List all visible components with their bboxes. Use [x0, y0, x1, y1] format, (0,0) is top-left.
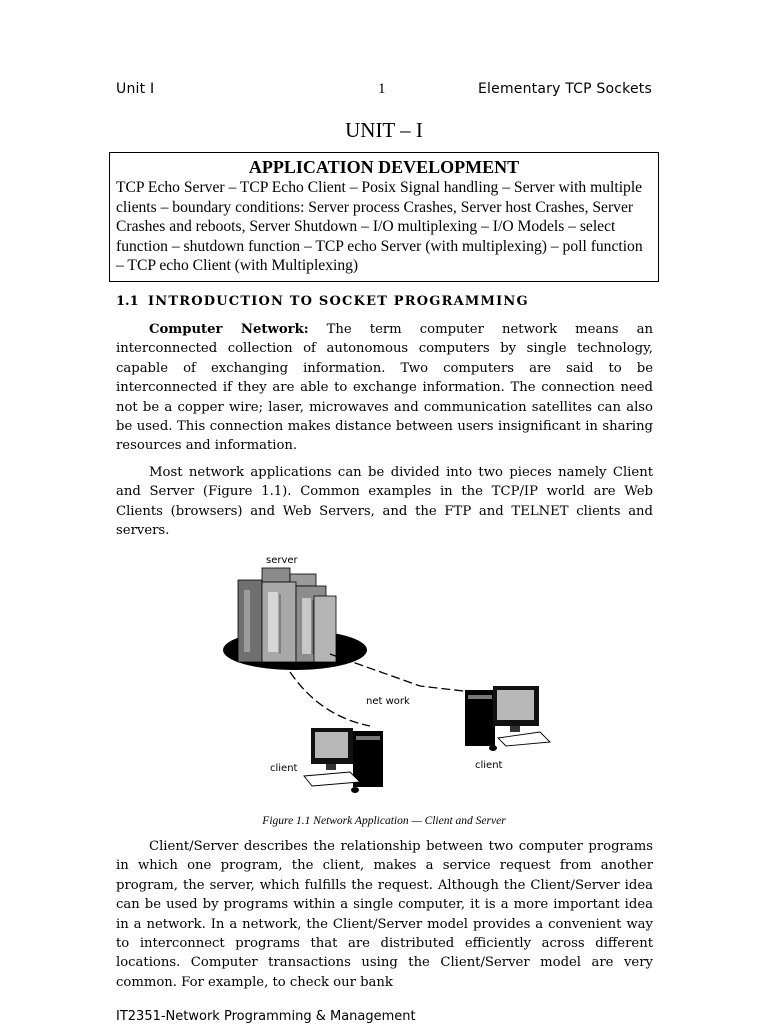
term-computer-network: Computer Network: [149, 322, 309, 337]
section-heading [116, 294, 529, 309]
paragraph-computer-network [116, 320, 653, 456]
paragraph-2-text: Most network applications can be divided into two pieces namely Client and Server (Figure 1.1). Common examples in the TCP/IP world are Web Clients (browsers) and Web Servers, and the FTP and TELNET clients and servers. [116, 465, 653, 539]
header-chapter-title: Elementary TCP Sockets [478, 81, 652, 97]
section-number: 1.1 [116, 294, 139, 309]
header-page-number: 1 [378, 81, 386, 97]
section-title: INTRODUCTION TO SOCKET PROGRAMMING [148, 294, 529, 309]
client-computer-icon [465, 686, 550, 751]
network-label: net work [366, 696, 410, 707]
server-label: server [266, 555, 298, 566]
figure-caption: Figure 1.1 Network Application — Client and Server [262, 815, 506, 827]
client-right-label: client [475, 760, 503, 771]
paragraph-client-server-intro [116, 463, 653, 541]
network-figure [210, 546, 560, 808]
link-server-client-left [290, 672, 370, 726]
server-icon [238, 568, 336, 662]
unit-title: UNIT – I [345, 118, 423, 142]
page-footer: IT2351-Network Programming & Management [116, 1009, 416, 1024]
syllabus-box [109, 152, 659, 282]
syllabus-title: APPLICATION DEVELOPMENT [248, 157, 520, 177]
paragraph-1-text: The term computer network means an interconnected collection of autonomous computers by single technology, capable of exchanging information. Two computers are said to be interconnected if they are able to exchange information. The connection need not be a copper wire; laser, microwaves and communication satellites can also be used. This connection makes distance between users insignificant in sharing resources and information. [116, 322, 653, 454]
paragraph-client-server-description [116, 837, 653, 992]
paragraph-3-text: Client/Server describes the relationship between two computer programs in which one program, the client, makes a service request from another program, the server, which fulfills the request. Although the Client/Server idea can be used by programs within a single computer, it is a more important idea in a network. In a network, the Client/Server model provides a convenient way to interconnect programs that are distributed efficiently across different locations. Computer transactions using the Client/Server model are very common. For example, to check our bank [116, 839, 653, 990]
syllabus-text: TCP Echo Server – TCP Echo Client – Posix Signal handling – Server with multiple clients – boundary conditions: Server process Crashes, Server host Crashes, Server Crashes and reboots, Server Shutdown – I/O multiplexing – I/O Models – select function – shutdown function – TCP echo Server (with multiplexing) – poll function – TCP echo Client (with Multiplexing) [116, 179, 643, 275]
client-computer-icon [304, 728, 383, 793]
header-unit: Unit I [116, 81, 155, 97]
client-left-label: client [270, 763, 298, 774]
